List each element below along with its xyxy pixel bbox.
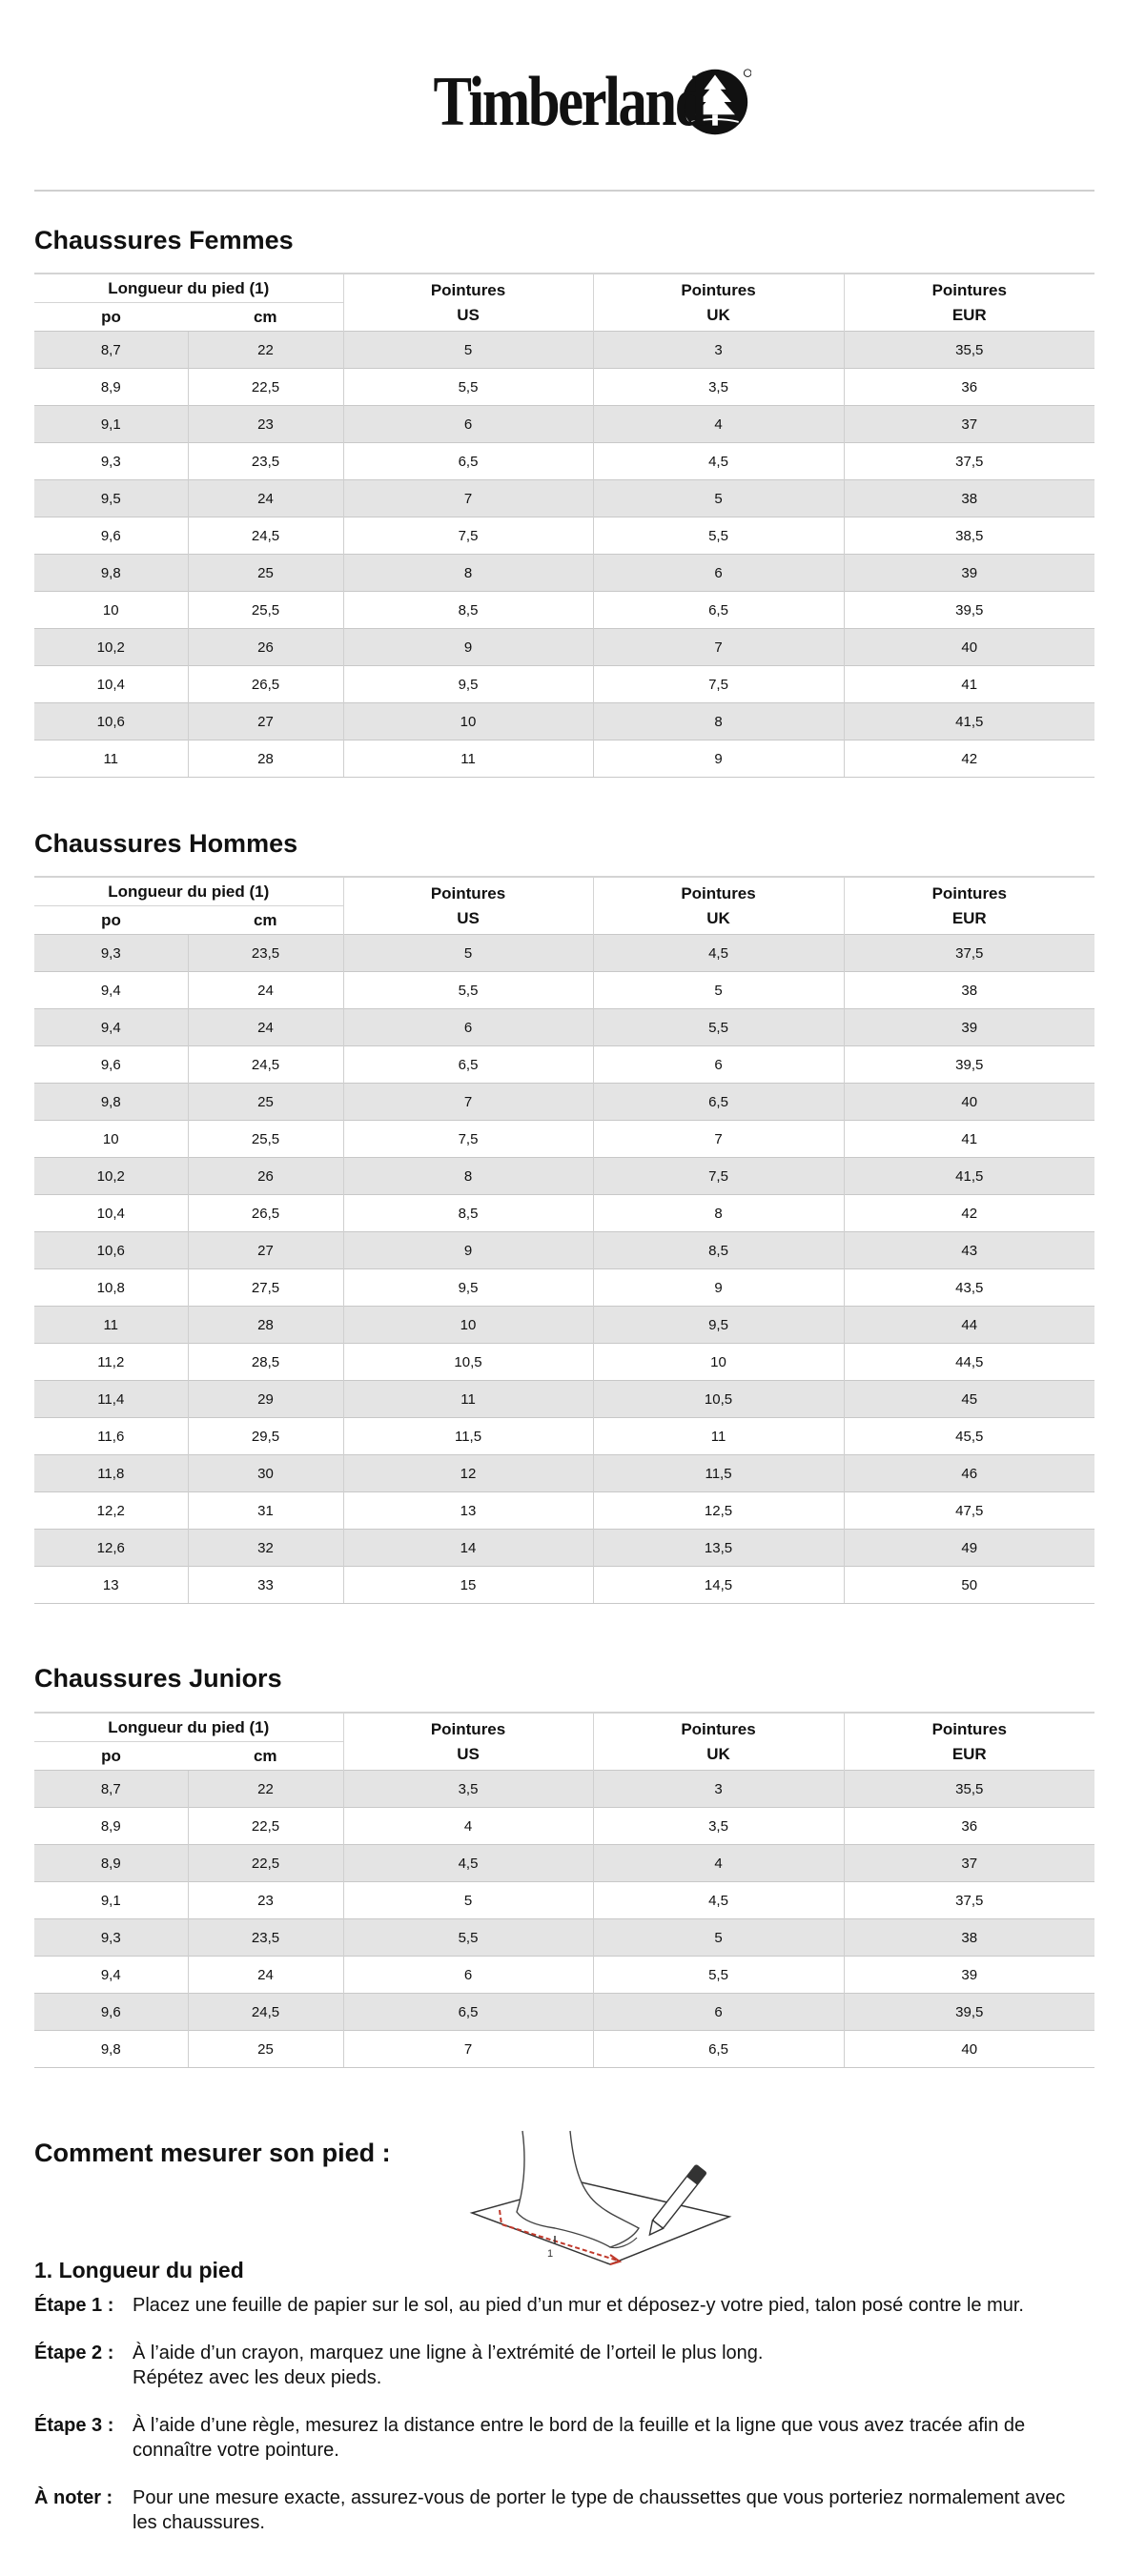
cell-po: 10 (34, 1121, 188, 1158)
foot-measure-illustration (467, 2121, 744, 2288)
header-po: po (101, 307, 121, 326)
cell-uk: 4,5 (593, 935, 844, 972)
measure-title: Comment mesurer son pied : (34, 2139, 391, 2167)
table-row (34, 740, 1094, 778)
cell-cm: 23 (188, 1882, 343, 1919)
step-label: Étape 2 : (34, 2343, 114, 2363)
cell-eur: 39,5 (844, 592, 1094, 629)
cell-eur: 41 (844, 1121, 1094, 1158)
table-row (34, 2031, 1094, 2068)
cell-eur: 35,5 (844, 332, 1094, 369)
measure-subtitle: 1. Longueur du pied (34, 2258, 244, 2282)
cell-us: 11 (343, 740, 593, 778)
cell-uk: 3,5 (593, 369, 844, 406)
cell-cm: 29,5 (188, 1418, 343, 1455)
cell-us: 5,5 (343, 972, 593, 1009)
cell-cm: 25,5 (188, 592, 343, 629)
step-label: Étape 1 : (34, 2295, 114, 2316)
header-uk: Pointures UK (593, 1713, 844, 1771)
cell-po: 9,3 (34, 935, 188, 972)
cell-cm: 24,5 (188, 1046, 343, 1084)
cell-uk: 12,5 (593, 1492, 844, 1530)
cell-uk: 3,5 (593, 1808, 844, 1845)
cell-cm: 23,5 (188, 1919, 343, 1957)
table-row (34, 629, 1094, 666)
cell-us: 5 (343, 332, 593, 369)
cell-eur: 35,5 (844, 1771, 1094, 1808)
header-foot-length: Longueur du pied (1) (34, 877, 343, 906)
table-row (34, 1121, 1094, 1158)
size-table-femmes (34, 273, 1094, 778)
table-row (34, 1492, 1094, 1530)
cell-cm: 23,5 (188, 935, 343, 972)
cell-us: 6,5 (343, 1046, 593, 1084)
cell-po: 8,7 (34, 1771, 188, 1808)
cell-eur: 41,5 (844, 703, 1094, 740)
cell-cm: 24,5 (188, 517, 343, 555)
cell-po: 12,6 (34, 1530, 188, 1567)
brand-logo (0, 59, 1125, 145)
step-note (34, 2485, 1094, 2535)
cell-uk: 9 (593, 740, 844, 778)
cell-po: 9,8 (34, 2031, 188, 2068)
cell-eur: 40 (844, 1084, 1094, 1121)
cell-uk: 5 (593, 1919, 844, 1957)
table-row (34, 1808, 1094, 1845)
cell-po: 10,8 (34, 1269, 188, 1307)
cell-uk: 8 (593, 1195, 844, 1232)
header-eur: Pointures EUR (844, 1713, 1094, 1771)
cell-uk: 6,5 (593, 592, 844, 629)
cell-uk: 6,5 (593, 1084, 844, 1121)
cell-cm: 28 (188, 1307, 343, 1344)
cell-po: 11,8 (34, 1455, 188, 1492)
cell-uk: 10 (593, 1344, 844, 1381)
header-cm: cm (253, 910, 277, 929)
cell-eur: 45 (844, 1381, 1094, 1418)
table-row (34, 406, 1094, 443)
cell-po: 8,9 (34, 369, 188, 406)
cell-us: 7 (343, 480, 593, 517)
cell-uk: 9,5 (593, 1307, 844, 1344)
table-row (34, 1344, 1094, 1381)
cell-us: 9 (343, 629, 593, 666)
cell-uk: 5,5 (593, 1009, 844, 1046)
cell-eur: 38 (844, 972, 1094, 1009)
cell-po: 9,6 (34, 517, 188, 555)
table-row (34, 1994, 1094, 2031)
table-row (34, 1845, 1094, 1882)
cell-eur: 42 (844, 740, 1094, 778)
cell-us: 4,5 (343, 1845, 593, 1882)
cell-eur: 38,5 (844, 517, 1094, 555)
cell-cm: 24 (188, 1957, 343, 1994)
cell-cm: 33 (188, 1567, 343, 1604)
cell-uk: 5 (593, 972, 844, 1009)
cell-eur: 37 (844, 406, 1094, 443)
cell-uk: 6 (593, 1046, 844, 1084)
cell-cm: 25 (188, 1084, 343, 1121)
table-row (34, 1084, 1094, 1121)
cell-us: 9 (343, 1232, 593, 1269)
cell-us: 14 (343, 1530, 593, 1567)
cell-uk: 13,5 (593, 1530, 844, 1567)
cell-us: 7,5 (343, 517, 593, 555)
cell-cm: 26,5 (188, 1195, 343, 1232)
cell-po: 11,6 (34, 1418, 188, 1455)
table-row (34, 703, 1094, 740)
cell-cm: 23,5 (188, 443, 343, 480)
cell-eur: 50 (844, 1567, 1094, 1604)
cell-eur: 38 (844, 480, 1094, 517)
cell-cm: 32 (188, 1530, 343, 1567)
table-row (34, 555, 1094, 592)
cell-cm: 22,5 (188, 369, 343, 406)
cell-po: 10 (34, 592, 188, 629)
section-title-femmes: Chaussures Femmes (34, 226, 294, 254)
step-label: Étape 3 : (34, 2415, 114, 2436)
header-foot-length: Longueur du pied (1) (34, 274, 343, 303)
cell-uk: 11,5 (593, 1455, 844, 1492)
cell-po: 11 (34, 740, 188, 778)
cell-po: 8,7 (34, 332, 188, 369)
table-row (34, 1567, 1094, 1604)
section-title-hommes: Chaussures Hommes (34, 829, 298, 858)
step-label: À noter : (34, 2487, 113, 2508)
table-row (34, 1418, 1094, 1455)
cell-cm: 27,5 (188, 1269, 343, 1307)
header-po: po (101, 1746, 121, 1765)
cell-uk: 3 (593, 1771, 844, 1808)
table-row (34, 443, 1094, 480)
cell-us: 6 (343, 1009, 593, 1046)
cell-uk: 8 (593, 703, 844, 740)
cell-us: 13 (343, 1492, 593, 1530)
cell-po: 9,6 (34, 1046, 188, 1084)
cell-us: 5,5 (343, 1919, 593, 1957)
cell-po: 12,2 (34, 1492, 188, 1530)
header-cm: cm (253, 307, 277, 326)
table-row (34, 972, 1094, 1009)
cell-eur: 38 (844, 1919, 1094, 1957)
cell-uk: 6 (593, 1994, 844, 2031)
cell-us: 8,5 (343, 1195, 593, 1232)
cell-us: 9,5 (343, 1269, 593, 1307)
cell-po: 9,1 (34, 406, 188, 443)
cell-eur: 36 (844, 1808, 1094, 1845)
cell-eur: 43 (844, 1232, 1094, 1269)
cell-uk: 4,5 (593, 443, 844, 480)
cell-cm: 25 (188, 555, 343, 592)
header-us: Pointures US (343, 274, 593, 332)
cell-cm: 24 (188, 1009, 343, 1046)
cell-uk: 7,5 (593, 1158, 844, 1195)
table-body (34, 935, 1094, 1604)
step-3 (34, 2413, 1094, 2463)
cell-eur: 39 (844, 555, 1094, 592)
cell-eur: 39 (844, 1957, 1094, 1994)
cell-uk: 6 (593, 555, 844, 592)
cell-us: 6 (343, 406, 593, 443)
cell-uk: 10,5 (593, 1381, 844, 1418)
cell-uk: 8,5 (593, 1232, 844, 1269)
table-row (34, 369, 1094, 406)
cell-eur: 45,5 (844, 1418, 1094, 1455)
cell-cm: 24 (188, 480, 343, 517)
cell-us: 7 (343, 1084, 593, 1121)
table-row (34, 1882, 1094, 1919)
table-row (34, 1232, 1094, 1269)
header-uk: Pointures UK (593, 877, 844, 935)
brand-name: Timberland (432, 62, 705, 141)
table-row (34, 1530, 1094, 1567)
cell-us: 8,5 (343, 592, 593, 629)
cell-po: 9,4 (34, 1957, 188, 1994)
header-cm: cm (253, 1746, 277, 1765)
cell-us: 12 (343, 1455, 593, 1492)
cell-us: 6 (343, 1957, 593, 1994)
size-table-hommes (34, 876, 1094, 1604)
cell-uk: 5,5 (593, 517, 844, 555)
table-row (34, 517, 1094, 555)
cell-us: 7,5 (343, 1121, 593, 1158)
cell-po: 10,6 (34, 703, 188, 740)
cell-po: 10,2 (34, 629, 188, 666)
table-row (34, 1455, 1094, 1492)
cell-us: 5 (343, 1882, 593, 1919)
cell-eur: 40 (844, 629, 1094, 666)
cell-po: 13 (34, 1567, 188, 1604)
cell-eur: 40 (844, 2031, 1094, 2068)
cell-us: 5 (343, 935, 593, 972)
cell-cm: 24 (188, 972, 343, 1009)
cell-po: 11,2 (34, 1344, 188, 1381)
table-row (34, 480, 1094, 517)
cell-eur: 39,5 (844, 1046, 1094, 1084)
cell-cm: 27 (188, 1232, 343, 1269)
cell-cm: 22 (188, 1771, 343, 1808)
cell-po: 11,4 (34, 1381, 188, 1418)
cell-po: 10,4 (34, 1195, 188, 1232)
cell-cm: 26 (188, 1158, 343, 1195)
table-row (34, 1009, 1094, 1046)
header-foot-length: Longueur du pied (1) (34, 1713, 343, 1742)
table-row (34, 332, 1094, 369)
table-row (34, 1307, 1094, 1344)
cell-cm: 25 (188, 2031, 343, 2068)
cell-po: 9,3 (34, 1919, 188, 1957)
cell-po: 10,6 (34, 1232, 188, 1269)
cell-eur: 42 (844, 1195, 1094, 1232)
header-po: po (101, 910, 121, 929)
cell-eur: 39,5 (844, 1994, 1094, 2031)
table-row (34, 666, 1094, 703)
cell-uk: 5 (593, 480, 844, 517)
cell-us: 8 (343, 555, 593, 592)
size-table-juniors (34, 1712, 1094, 2068)
cell-cm: 22,5 (188, 1845, 343, 1882)
cell-po: 10,2 (34, 1158, 188, 1195)
cell-cm: 28,5 (188, 1344, 343, 1381)
cell-eur: 44,5 (844, 1344, 1094, 1381)
cell-po: 9,1 (34, 1882, 188, 1919)
cell-cm: 31 (188, 1492, 343, 1530)
cell-uk: 11 (593, 1418, 844, 1455)
table-row (34, 935, 1094, 972)
cell-eur: 49 (844, 1530, 1094, 1567)
cell-uk: 7 (593, 1121, 844, 1158)
cell-po: 8,9 (34, 1845, 188, 1882)
step-1 (34, 2293, 1094, 2318)
cell-uk: 7 (593, 629, 844, 666)
cell-cm: 30 (188, 1455, 343, 1492)
cell-cm: 26,5 (188, 666, 343, 703)
illustration-mark: 1 (547, 2248, 554, 2260)
cell-eur: 41 (844, 666, 1094, 703)
cell-us: 10 (343, 1307, 593, 1344)
header-eur: Pointures EUR (844, 274, 1094, 332)
step-text: À l’aide d’un crayon, marquez une ligne à l’extrémité de l’orteil le plus long. Répétez avec les deux pieds. (133, 2343, 764, 2388)
cell-cm: 22 (188, 332, 343, 369)
measure-steps (34, 2293, 1094, 2558)
cell-uk: 4 (593, 406, 844, 443)
cell-eur: 36 (844, 369, 1094, 406)
cell-po: 9,5 (34, 480, 188, 517)
cell-cm: 24,5 (188, 1994, 343, 2031)
cell-eur: 46 (844, 1455, 1094, 1492)
cell-cm: 23 (188, 406, 343, 443)
table-row (34, 1919, 1094, 1957)
header-eur: Pointures EUR (844, 877, 1094, 935)
cell-eur: 43,5 (844, 1269, 1094, 1307)
cell-us: 6,5 (343, 443, 593, 480)
cell-cm: 25,5 (188, 1121, 343, 1158)
cell-cm: 29 (188, 1381, 343, 1418)
cell-eur: 41,5 (844, 1158, 1094, 1195)
cell-us: 11,5 (343, 1418, 593, 1455)
header-uk: Pointures UK (593, 274, 844, 332)
cell-uk: 9 (593, 1269, 844, 1307)
cell-po: 8,9 (34, 1808, 188, 1845)
cell-eur: 44 (844, 1307, 1094, 1344)
cell-po: 9,8 (34, 1084, 188, 1121)
cell-us: 8 (343, 1158, 593, 1195)
table-row (34, 1195, 1094, 1232)
table-row (34, 1269, 1094, 1307)
cell-uk: 4 (593, 1845, 844, 1882)
step-2 (34, 2341, 1094, 2390)
cell-cm: 27 (188, 703, 343, 740)
section-title-juniors: Chaussures Juniors (34, 1664, 282, 1693)
header-divider (34, 190, 1094, 192)
cell-eur: 47,5 (844, 1492, 1094, 1530)
cell-us: 7 (343, 2031, 593, 2068)
table-row (34, 1957, 1094, 1994)
cell-eur: 39 (844, 1009, 1094, 1046)
table-row (34, 592, 1094, 629)
cell-us: 6,5 (343, 1994, 593, 2031)
table-row (34, 1158, 1094, 1195)
cell-cm: 22,5 (188, 1808, 343, 1845)
table-body (34, 1771, 1094, 2068)
cell-eur: 37,5 (844, 443, 1094, 480)
cell-eur: 37,5 (844, 935, 1094, 972)
table-row (34, 1381, 1094, 1418)
cell-eur: 37 (844, 1845, 1094, 1882)
cell-po: 9,4 (34, 972, 188, 1009)
cell-us: 3,5 (343, 1771, 593, 1808)
step-text: Pour une mesure exacte, assurez-vous de porter le type de chaussettes que vous porteriez normalement avec les chaussures. (133, 2487, 1066, 2533)
step-text: Placez une feuille de papier sur le sol, au pied d’un mur et déposez-y votre pied, talon posé contre le mur. (133, 2295, 1024, 2316)
header-us: Pointures US (343, 1713, 593, 1771)
cell-eur: 37,5 (844, 1882, 1094, 1919)
cell-po: 9,6 (34, 1994, 188, 2031)
cell-us: 9,5 (343, 666, 593, 703)
cell-uk: 3 (593, 332, 844, 369)
cell-uk: 6,5 (593, 2031, 844, 2068)
cell-po: 11 (34, 1307, 188, 1344)
cell-po: 9,8 (34, 555, 188, 592)
table-body (34, 332, 1094, 778)
cell-us: 11 (343, 1381, 593, 1418)
cell-po: 9,4 (34, 1009, 188, 1046)
step-text: À l’aide d’une règle, mesurez la distance entre le bord de la feuille et la ligne que vous avez tracée afin de connaître votre pointure. (133, 2415, 1026, 2461)
table-row (34, 1771, 1094, 1808)
table-row (34, 1046, 1094, 1084)
cell-us: 10,5 (343, 1344, 593, 1381)
cell-us: 4 (343, 1808, 593, 1845)
cell-cm: 26 (188, 629, 343, 666)
cell-uk: 5,5 (593, 1957, 844, 1994)
cell-po: 10,4 (34, 666, 188, 703)
cell-us: 15 (343, 1567, 593, 1604)
cell-us: 5,5 (343, 369, 593, 406)
header-us: Pointures US (343, 877, 593, 935)
cell-uk: 14,5 (593, 1567, 844, 1604)
cell-po: 9,3 (34, 443, 188, 480)
cell-cm: 28 (188, 740, 343, 778)
cell-uk: 7,5 (593, 666, 844, 703)
cell-us: 10 (343, 703, 593, 740)
cell-uk: 4,5 (593, 1882, 844, 1919)
